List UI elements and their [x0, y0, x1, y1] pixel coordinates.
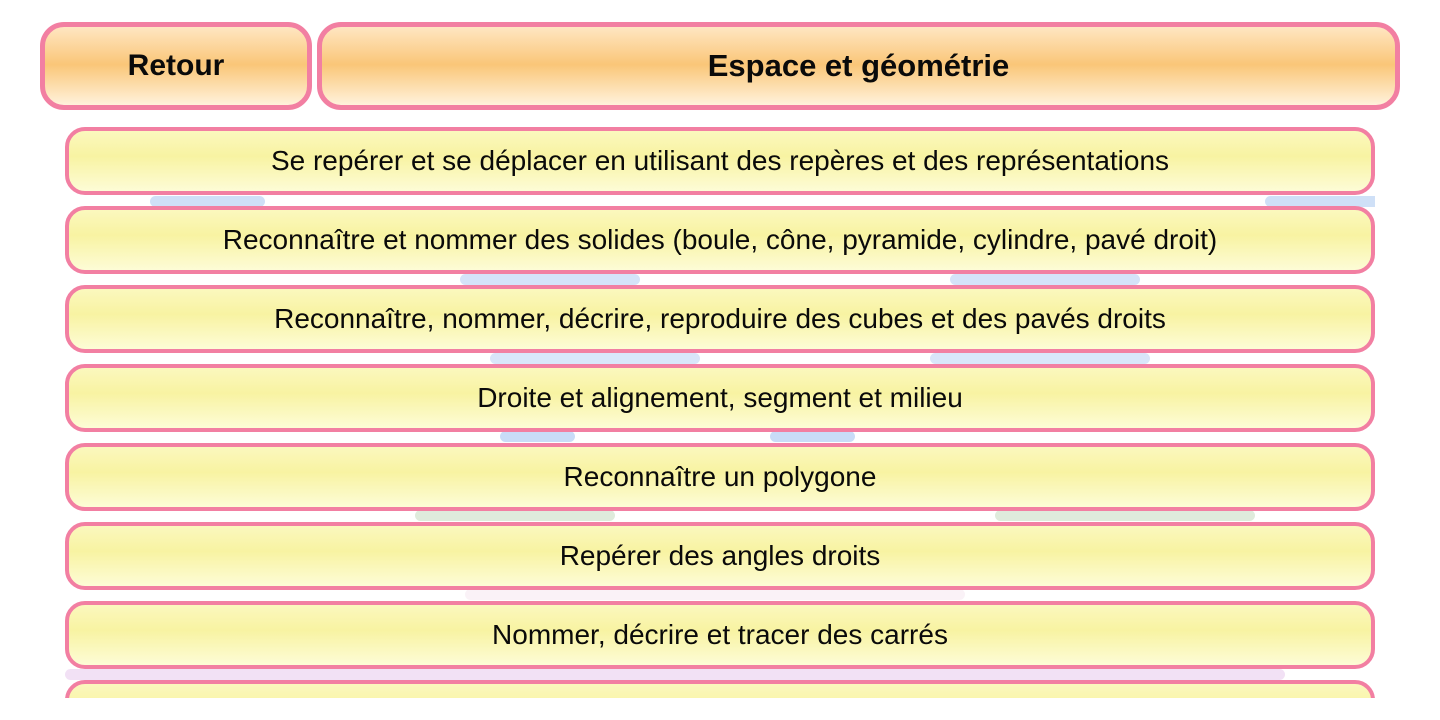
- topic-list: [65, 127, 1375, 698]
- topic-button[interactable]: [65, 364, 1375, 432]
- topic-button[interactable]: [65, 522, 1375, 590]
- topic-button-partial[interactable]: [65, 680, 1375, 698]
- page-title: Espace et géométrie: [317, 22, 1400, 110]
- topic-label: Reconnaître, nommer, décrire, reproduire des cubes et des pavés droits: [274, 303, 1166, 334]
- topic-button[interactable]: [65, 127, 1375, 195]
- topic-label: Droite et alignement, segment et milieu: [477, 382, 963, 413]
- back-button[interactable]: Retour: [40, 22, 312, 110]
- topic-list-inner: [65, 127, 1375, 698]
- topic-button[interactable]: [65, 601, 1375, 669]
- topic-label: Reconnaître un polygone: [563, 461, 877, 492]
- header-bar: [40, 22, 1400, 110]
- topic-label: Reconnaître et nommer des solides (boule, cône, pyramide, cylindre, pavé droit): [222, 224, 1218, 255]
- topic-label: Se repérer et se déplacer en utilisant des repères et des représentations: [270, 145, 1170, 176]
- topic-button[interactable]: [65, 285, 1375, 353]
- topic-button[interactable]: [65, 206, 1375, 274]
- topic-button[interactable]: [65, 443, 1375, 511]
- topic-label: Repérer des angles droits: [559, 540, 881, 571]
- topic-label: Nommer, décrire et tracer des carrés: [492, 619, 948, 650]
